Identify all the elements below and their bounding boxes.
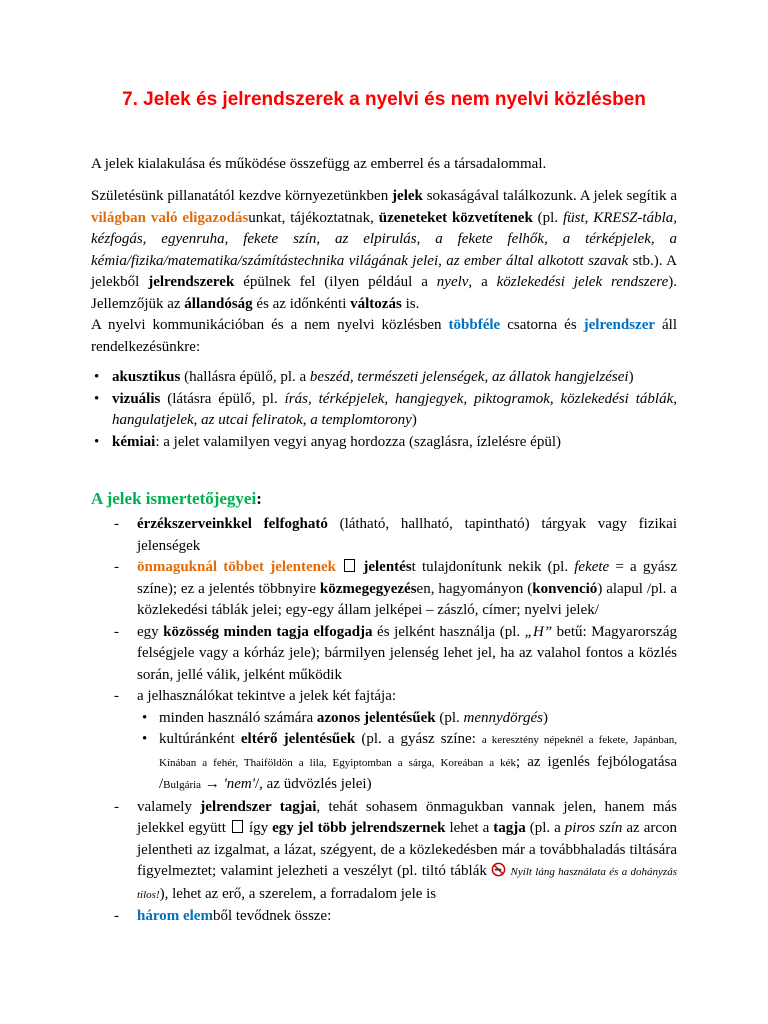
list-item: • akusztikus (hallásra épülő, pl. a beszéd, természeti jelenségek, az állatok hangjelzései) — [94, 369, 634, 385]
list-item: - érzékszerveinkkel felfogható (látható, hallható, tapintható) tárgyak vagy fizikai jelenségek — [114, 516, 677, 554]
section-heading: A jelek ismertetőjegyei: — [91, 489, 262, 508]
features-list — [91, 514, 677, 928]
list-item: - valamely jelrendszer tagjai, tehát sohasem önmagukban vannak jelen, hanem más jelekkel együtt így egy jel több jelrendszernek lehet a tagja (pl. a piros szín az arcon jelentheti az izgalmat, a lázat, szégyent, de a közlekedésben már a továbbhaladás tiltására figyelmeztet; valamint jelezheti a veszélyt (pl. tiltó táblák Nyílt láng használata és a dohányzás tilos!), lehet az erő, a szerelem, a forradalom jele is — [114, 798, 678, 902]
signs-paragraph: Születésünk pillanatától kezdve környezetünkben jelek sokaságával találkozunk. A jelek segítik a világban való eligazodásunkat, tájékoztatnak, üzeneteket közvetítenek (pl. füst, KRESZ-tábla, kézfogás, egyenruha, fekete szín, az elpirulás, a fekete felhők, a térképjelek, a kémia/fizika/matematika/számítástechnika világának jelei, az ember által alkotott szavak stb.). A jelekből jelrendszerek épülnek fel (ilyen például a nyelv, a közlekedési jelek rendszere). Jellemzőjük az állandóság és az időnkénti változás is. — [91, 188, 678, 312]
list-item: - a jelhasználókat tekintve a jelek két fajtája: • minden használó számára azonos jelentésűek (pl. mennydörgés) • kultúránként eltérő jelentésűek (pl. a gyász színe: a keresztény népeknél a fekete, Japánban, Kínában a fehér, Thaiföldön a lila, Egyiptomban a sárga, Koreában a kék; az igenlés fejbólogatása /Bulgária → 'nem'/, az üdvözlés jelei) — [91, 686, 677, 797]
list-item: • kultúránként eltérő jelentésűek (pl. a gyász színe: a keresztény népeknél a fekete, Japánban, Kínában a fehér, Thaiföldön a lila, Egyiptomban a sárga, Koreában a kék; az igenlés fejbólogatása /Bulgária → 'nem'/, az üdvözlés jelei) — [142, 731, 677, 792]
no-smoking-icon — [491, 862, 506, 877]
sub-list — [137, 708, 677, 797]
intro-paragraph: A jelek kialakulása és működése összefügg az emberrel és a társadalommal. — [91, 156, 547, 172]
list-item: - három elemből tevődnek össze: — [114, 908, 332, 924]
list-item: • kémiai: a jelet valamilyen vegyi anyag hordozza (szaglásra, ízlelésre épül) — [94, 433, 561, 450]
channels-list — [91, 367, 677, 453]
list-item: - önmaguknál többet jelentenek jelentést tulajdonítunk nekik (pl. fekete = a gyász színe); ez a jelentés többnyire közmegegyezésen, hagyományon (konvenció) alapul /pl. a közlekedési táblák jelei; egy-egy állam jelképei – zászló, címer; nyelvi jelek/ — [114, 559, 677, 618]
list-item: • vizuális (látásra épülő, pl. írás, térképjelek, hangjegyek, piktogramok, közlekedési táblák, hangulatjelek, az utcai feliratok, a templomtorony) — [94, 390, 677, 428]
list-item: • minden használó számára azonos jelentésűek (pl. mennydörgés) — [142, 709, 548, 726]
arrow-placeholder-icon — [344, 559, 355, 572]
page-title: 7. Jelek és jelrendszerek a nyelvi és nem nyelvi közlésben — [122, 89, 646, 110]
channels-paragraph: A nyelvi kommunikációban és a nem nyelvi közlésben többféle csatorna és jelrendszer áll rendelkezésünkre: — [91, 317, 678, 355]
list-item: - egy közösség minden tagja elfogadja és jelként használja (pl. „H” betű: Magyarország felségjele vagy a kórház jele); bármilyen jelenség lehet jel, ha az valahol fontos a közlés során, jellé válik, jelként működik — [114, 623, 677, 683]
arrow-placeholder-icon — [232, 820, 243, 833]
